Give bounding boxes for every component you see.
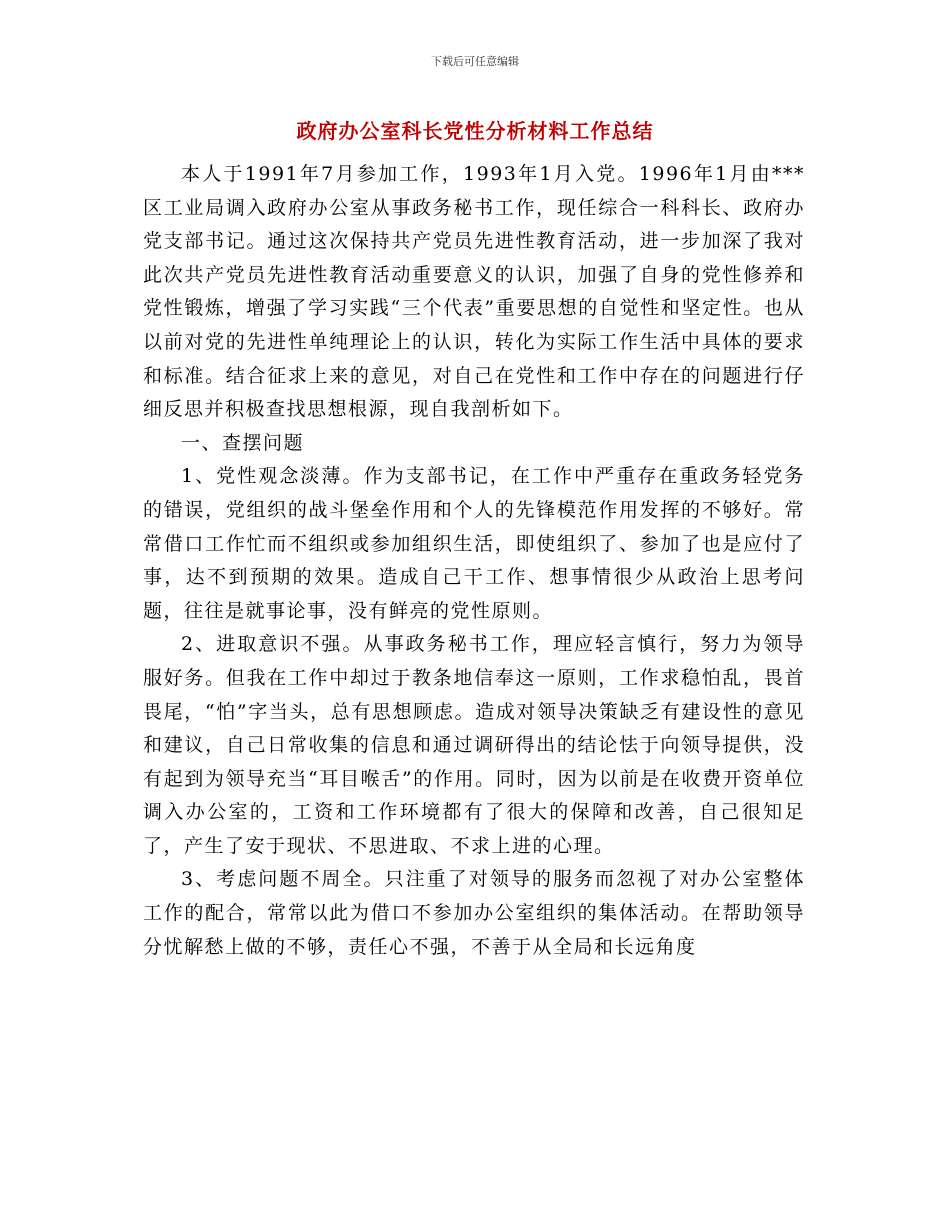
document-title: 政府办公室科长党性分析材料工作总结 — [296, 119, 654, 143]
section-heading: 一、查摆问题 — [181, 431, 305, 454]
paragraph-item-2: 2、进取意识不强。从事政务秘书工作，理应轻言慎行，努力为领导服好务。但我在工作中却过于教条地信奉这一原则，工作求稳怕乱，畏首畏尾，“怕”字当头，总有思想顾虑。造成对领导决策缺乏有建设性的意见和建议，自己日常收集的信息和通过调研得出的结论怯于向领导提供，没有起到为领导充当“耳目喉舌”的作用。同时，因为以前是在收费开资单位调入办公室的，工资和工作环境都有了很大的保障和改善，自己很知足了，产生了安于现状、不思进取、不求上进的心理。 — [143, 633, 805, 857]
paragraph-intro: 本人于1991年7月参加工作，1993年1月入党。1996年1月由***区工业局调入政府办公室从事政务秘书工作，现任综合一科科长、政府办党支部书记。通过这次保持共产党员先进性教育活动，进一步加深了我对此次共产党员先进性教育活动重要意义的认识，加强了自身的党性修养和党性锻炼，增强了学习实践“三个代表”重要思想的自觉性和坚定性。也从以前对党的先进性单纯理论上的认识，转化为实际工作生活中具体的要求和标准。结合征求上来的意见，对自己在党性和工作中存在的问题进行仔细反思并积极查找思想根源，现自我剖析如下。 — [143, 163, 805, 421]
paragraph-item-1: 1、党性观念淡薄。作为支部书记，在工作中严重存在重政务轻党务的错误，党组织的战斗堡垒作用和个人的先锋模范作用发挥的不够好。常常借口工作忙而不组织或参加组织生活，即使组织了、参加了也是应付了事，达不到预期的效果。造成自己干工作、想事情很少从政治上思考问题，往往是就事论事，没有鲜亮的党性原则。 — [143, 465, 805, 622]
paragraph-item-3: 3、考虑问题不周全。只注重了对领导的服务而忽视了对办公室整体工作的配合，常常以此为借口不参加办公室组织的集体活动。在帮助领导分忧解愁上做的不够，责任心不强，不善于从全局和长远角度 — [143, 868, 805, 958]
header-note: 下载后可任意编辑 — [431, 55, 519, 68]
document-body — [143, 158, 805, 964]
